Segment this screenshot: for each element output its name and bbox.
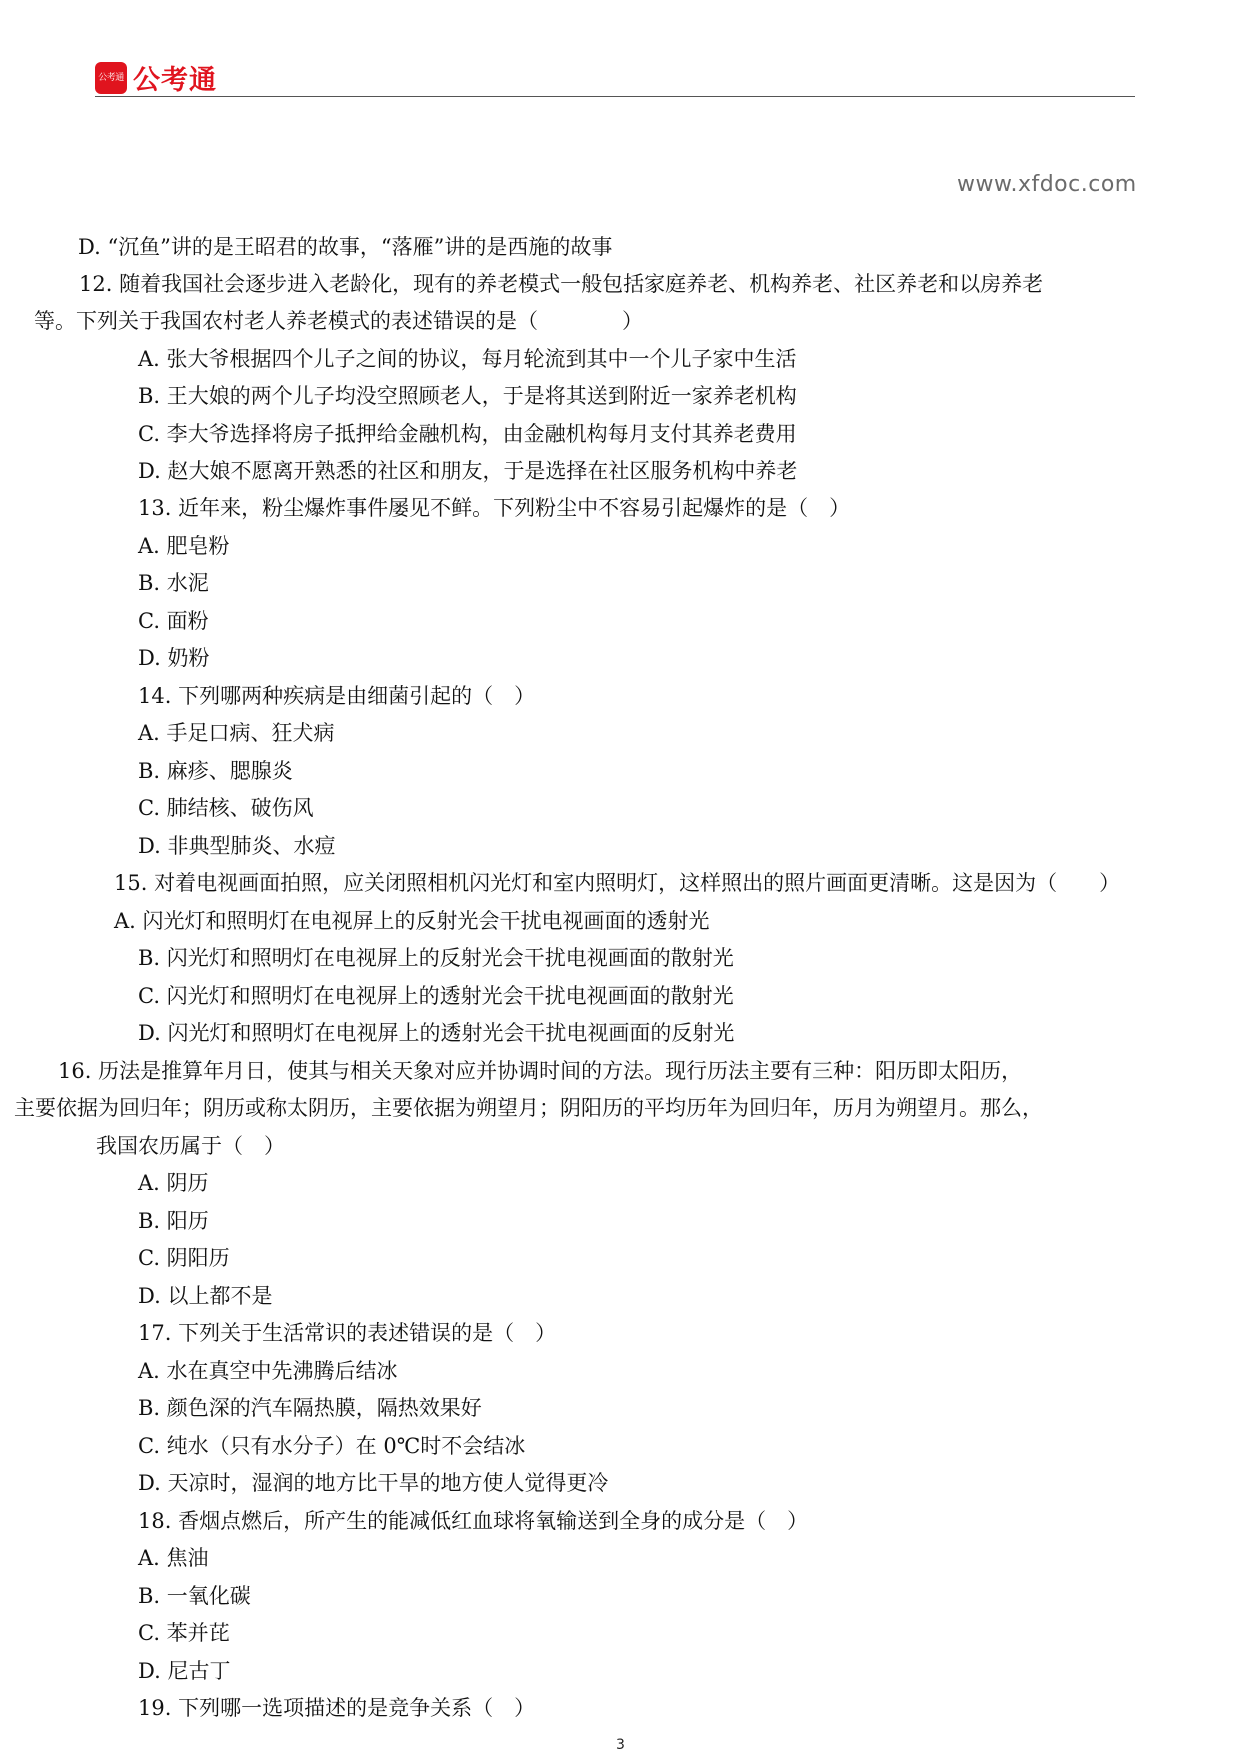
- logo-text: 公考通: [133, 65, 217, 96]
- logo-badge-icon: 公考通: [95, 62, 127, 94]
- site-url-watermark: www.xfdoc.com: [957, 172, 1137, 197]
- logo: [95, 58, 217, 97]
- option-line: D. 尼古丁: [138, 1659, 231, 1683]
- option-line: C. 肺结核、破伤风: [138, 796, 314, 820]
- option-line: D. 非典型肺炎、水痘: [138, 834, 336, 858]
- question-line: 17. 下列关于生活常识的表述错误的是（ ）: [138, 1321, 557, 1345]
- question-line: 15. 对着电视画面拍照，应关闭照相机闪光灯和室内照明灯，这样照出的照片画面更清晰。这是因为（ ）: [114, 871, 1121, 895]
- option-line: A. 焦油: [138, 1546, 209, 1570]
- option-line: B. 一氧化碳: [138, 1584, 251, 1608]
- option-line: B. 麻疹、腮腺炎: [138, 759, 293, 783]
- question-line: 12. 随着我国社会逐步进入老龄化，现有的养老模式一般包括家庭养老、机构养老、社区养老和以房养老: [79, 272, 1044, 296]
- question-line: 18. 香烟点燃后，所产生的能减低红血球将氧输送到全身的成分是（ ）: [138, 1509, 809, 1533]
- option-line: A. 闪光灯和照明灯在电视屏上的反射光会干扰电视画面的透射光: [114, 909, 710, 933]
- question-line: 主要依据为回归年；阴历或称太阴历，主要依据为朔望月；阴阳历的平均历年为回归年，历月为朔望月。那么，: [14, 1096, 1043, 1120]
- option-line: B. 颜色深的汽车隔热膜，隔热效果好: [138, 1396, 482, 1420]
- question-line: 等。下列关于我国农村老人养老模式的表述错误的是（ ）: [34, 309, 643, 333]
- option-line: C. 闪光灯和照明灯在电视屏上的透射光会干扰电视画面的散射光: [138, 984, 734, 1008]
- option-line: B. 王大娘的两个儿子均没空照顾老人，于是将其送到附近一家养老机构: [138, 384, 797, 408]
- page-number: 3: [616, 1737, 625, 1753]
- question-line: 13. 近年来，粉尘爆炸事件屡见不鲜。下列粉尘中不容易引起爆炸的是（ ）: [138, 496, 851, 520]
- option-line: C. 面粉: [138, 609, 209, 633]
- option-line: D. 闪光灯和照明灯在电视屏上的透射光会干扰电视画面的反射光: [138, 1021, 735, 1045]
- option-line: B. 水泥: [138, 571, 209, 595]
- option-line: D. 以上都不是: [138, 1284, 273, 1308]
- option-line: C. 李大爷选择将房子抵押给金融机构，由金融机构每月支付其养老费用: [138, 422, 797, 446]
- option-line: D. 天凉时，湿润的地方比干旱的地方使人觉得更冷: [138, 1471, 609, 1495]
- option-line: A. 阴历: [138, 1171, 209, 1195]
- option-line: A. 张大爷根据四个儿子之间的协议，每月轮流到其中一个儿子家中生活: [138, 347, 797, 371]
- header-divider: [95, 96, 1135, 97]
- option-line: A. 肥皂粉: [138, 534, 230, 558]
- question-line: 我国农历属于（ ）: [96, 1134, 285, 1158]
- option-line: C. 阴阳历: [138, 1246, 230, 1270]
- option-line: C. 苯并芘: [138, 1621, 230, 1645]
- option-line: D. “沉鱼”讲的是王昭君的故事，“落雁”讲的是西施的故事: [78, 235, 613, 259]
- option-line: B. 闪光灯和照明灯在电视屏上的反射光会干扰电视画面的散射光: [138, 946, 734, 970]
- option-line: B. 阳历: [138, 1209, 209, 1233]
- question-line: 16. 历法是推算年月日，使其与相关天象对应并协调时间的方法。现行历法主要有三种：阳历即太阳历，: [58, 1059, 1023, 1083]
- question-line: 14. 下列哪两种疾病是由细菌引起的（ ）: [138, 684, 536, 708]
- question-line: 19. 下列哪一选项描述的是竞争关系（ ）: [138, 1696, 536, 1720]
- option-line: D. 赵大娘不愿离开熟悉的社区和朋友，于是选择在社区服务机构中养老: [138, 459, 798, 483]
- option-line: D. 奶粉: [138, 646, 210, 670]
- option-line: C. 纯水（只有水分子）在 0℃时不会结冰: [138, 1434, 526, 1458]
- option-line: A. 手足口病、狂犬病: [138, 721, 335, 745]
- option-line: A. 水在真空中先沸腾后结冰: [138, 1359, 398, 1383]
